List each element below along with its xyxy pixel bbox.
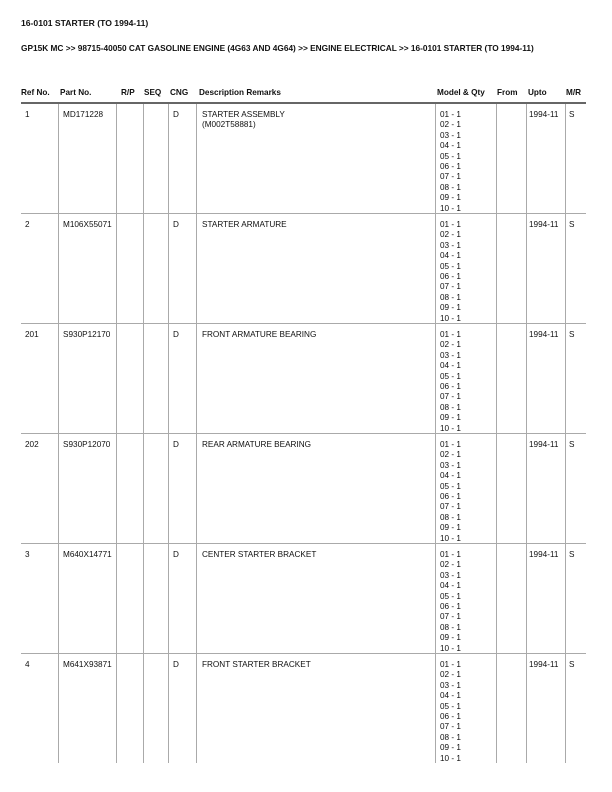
cell-cng: D: [173, 330, 179, 339]
model-qty-line: 03 - 1: [440, 460, 461, 470]
column-divider: [435, 214, 436, 323]
model-qty-line: 08 - 1: [440, 512, 461, 522]
cell-description: FRONT STARTER BRACKET: [202, 660, 311, 669]
model-qty-line: 08 - 1: [440, 292, 461, 302]
column-divider: [496, 104, 497, 213]
table-row: [21, 324, 586, 434]
cell-ref-no: 1: [25, 110, 30, 119]
header-cng: CNG: [170, 88, 189, 97]
cell-model-qty: [440, 330, 461, 434]
breadcrumb: GP15K MC >> 98715-40050 CAT GASOLINE ENGINE (4G63 AND 4G64) >> ENGINE ELECTRICAL >> 16-0101 STARTER (TO 1994-11): [21, 43, 534, 53]
cell-model-qty: [440, 110, 461, 214]
model-qty-line: 08 - 1: [440, 622, 461, 632]
model-qty-line: 03 - 1: [440, 350, 461, 360]
model-qty-line: 07 - 1: [440, 722, 461, 732]
cell-part-no: S930P12070: [63, 440, 111, 449]
model-qty-line: 09 - 1: [440, 633, 461, 643]
cell-mr: S: [569, 660, 575, 669]
header-rp: R/P: [121, 88, 135, 97]
column-divider: [496, 434, 497, 543]
cell-cng: D: [173, 660, 179, 669]
column-divider: [168, 214, 169, 323]
column-divider: [116, 654, 117, 763]
cell-mr: S: [569, 220, 575, 229]
table-row: [21, 654, 586, 763]
column-divider: [526, 544, 527, 653]
cell-description: FRONT ARMATURE BEARING: [202, 330, 317, 339]
model-qty-line: 09 - 1: [440, 303, 461, 313]
column-divider: [143, 324, 144, 433]
model-qty-line: 04 - 1: [440, 251, 461, 261]
model-qty-line: 06 - 1: [440, 492, 461, 502]
cell-ref-no: 202: [25, 440, 39, 449]
cell-part-no: MD171228: [63, 110, 104, 119]
column-divider: [565, 654, 566, 763]
column-divider: [435, 544, 436, 653]
column-divider: [196, 214, 197, 323]
column-divider: [143, 544, 144, 653]
model-qty-line: 05 - 1: [440, 371, 461, 381]
model-qty-line: 02 - 1: [440, 230, 461, 240]
cell-ref-no: 2: [25, 220, 30, 229]
column-divider: [196, 104, 197, 213]
model-qty-line: 06 - 1: [440, 712, 461, 722]
header-ref-no: Ref No.: [21, 88, 50, 97]
column-divider: [196, 324, 197, 433]
model-qty-line: 03 - 1: [440, 570, 461, 580]
model-qty-line: 02 - 1: [440, 450, 461, 460]
model-qty-line: 02 - 1: [440, 560, 461, 570]
model-qty-line: 06 - 1: [440, 382, 461, 392]
column-divider: [58, 214, 59, 323]
model-qty-line: 10 - 1: [440, 533, 461, 543]
model-qty-line: 04 - 1: [440, 361, 461, 371]
cell-ref-no: 3: [25, 550, 30, 559]
model-qty-line: 04 - 1: [440, 471, 461, 481]
header-part-no: Part No.: [60, 88, 92, 97]
column-divider: [196, 434, 197, 543]
cell-mr: S: [569, 110, 575, 119]
model-qty-line: 09 - 1: [440, 193, 461, 203]
cell-part-no: S930P12170: [63, 330, 111, 339]
model-qty-line: 07 - 1: [440, 172, 461, 182]
model-qty-line: 09 - 1: [440, 523, 461, 533]
model-qty-line: 10 - 1: [440, 313, 461, 323]
model-qty-line: 03 - 1: [440, 130, 461, 140]
model-qty-line: 02 - 1: [440, 670, 461, 680]
model-qty-line: 03 - 1: [440, 240, 461, 250]
cell-cng: D: [173, 220, 179, 229]
column-divider: [496, 324, 497, 433]
column-divider: [526, 434, 527, 543]
header-description: Description Remarks: [199, 88, 281, 97]
cell-cng: D: [173, 440, 179, 449]
model-qty-line: 01 - 1: [440, 330, 461, 339]
column-divider: [526, 654, 527, 763]
model-qty-line: 06 - 1: [440, 162, 461, 172]
model-qty-line: 06 - 1: [440, 272, 461, 282]
model-qty-line: 02 - 1: [440, 340, 461, 350]
column-divider: [58, 434, 59, 543]
column-divider: [168, 324, 169, 433]
header-mr: M/R: [566, 88, 582, 97]
cell-description: STARTER ASSEMBLY: [202, 110, 285, 119]
model-qty-line: 07 - 1: [440, 282, 461, 292]
cell-cng: D: [173, 550, 179, 559]
model-qty-line: 01 - 1: [440, 220, 461, 229]
column-divider: [143, 104, 144, 213]
cell-model-qty: [440, 660, 461, 764]
model-qty-line: 05 - 1: [440, 261, 461, 271]
model-qty-line: 01 - 1: [440, 110, 461, 119]
model-qty-line: 04 - 1: [440, 691, 461, 701]
model-qty-line: 08 - 1: [440, 402, 461, 412]
model-qty-line: 10 - 1: [440, 643, 461, 653]
model-qty-line: 08 - 1: [440, 182, 461, 192]
column-divider: [196, 654, 197, 763]
model-qty-line: 09 - 1: [440, 743, 461, 753]
column-divider: [196, 544, 197, 653]
column-divider: [496, 214, 497, 323]
model-qty-line: 01 - 1: [440, 440, 461, 449]
column-divider: [565, 214, 566, 323]
cell-ref-no: 201: [25, 330, 39, 339]
cell-part-no: M106X55071: [63, 220, 112, 229]
model-qty-line: 05 - 1: [440, 701, 461, 711]
cell-description: CENTER STARTER BRACKET: [202, 550, 317, 559]
model-qty-line: 09 - 1: [440, 413, 461, 423]
cell-part-no: M640X14771: [63, 550, 112, 559]
model-qty-line: 04 - 1: [440, 581, 461, 591]
model-qty-line: 02 - 1: [440, 120, 461, 130]
header-seq: SEQ: [144, 88, 162, 97]
cell-description: STARTER ARMATURE: [202, 220, 287, 229]
cell-model-qty: [440, 550, 461, 654]
column-divider: [168, 104, 169, 213]
column-divider: [565, 434, 566, 543]
column-divider: [496, 544, 497, 653]
column-divider: [143, 434, 144, 543]
column-divider: [143, 214, 144, 323]
column-divider: [116, 104, 117, 213]
cell-upto: 1994-11: [529, 440, 559, 449]
cell-mr: S: [569, 440, 575, 449]
model-qty-line: 01 - 1: [440, 660, 461, 669]
cell-mr: S: [569, 550, 575, 559]
header-from: From: [497, 88, 518, 97]
column-divider: [58, 324, 59, 433]
column-divider: [526, 214, 527, 323]
cell-upto: 1994-11: [529, 330, 559, 339]
column-divider: [168, 544, 169, 653]
column-divider: [435, 324, 436, 433]
column-divider: [526, 104, 527, 213]
cell-upto: 1994-11: [529, 220, 559, 229]
model-qty-line: 01 - 1: [440, 550, 461, 559]
table-row: [21, 544, 586, 654]
header-model-qty: Model & Qty: [437, 88, 485, 97]
column-divider: [58, 654, 59, 763]
column-divider: [116, 214, 117, 323]
column-divider: [143, 654, 144, 763]
column-divider: [168, 654, 169, 763]
model-qty-line: 08 - 1: [440, 732, 461, 742]
column-divider: [565, 104, 566, 213]
column-divider: [435, 434, 436, 543]
cell-upto: 1994-11: [529, 550, 559, 559]
table-row: [21, 104, 586, 214]
column-divider: [435, 654, 436, 763]
column-divider: [168, 434, 169, 543]
column-divider: [58, 544, 59, 653]
column-divider: [526, 324, 527, 433]
column-divider: [565, 324, 566, 433]
model-qty-line: 10 - 1: [440, 423, 461, 433]
column-divider: [435, 104, 436, 213]
column-divider: [116, 434, 117, 543]
model-qty-line: 05 - 1: [440, 591, 461, 601]
model-qty-line: 05 - 1: [440, 151, 461, 161]
model-qty-line: 05 - 1: [440, 481, 461, 491]
cell-description: REAR ARMATURE BEARING: [202, 440, 312, 449]
column-divider: [116, 324, 117, 433]
column-divider: [116, 544, 117, 653]
parts-table: [21, 104, 586, 763]
cell-upto: 1994-11: [529, 660, 559, 669]
model-qty-line: 07 - 1: [440, 502, 461, 512]
model-qty-line: 03 - 1: [440, 680, 461, 690]
cell-model-qty: [440, 440, 461, 544]
column-divider: [496, 654, 497, 763]
page-title: 16-0101 STARTER (TO 1994-11): [21, 18, 149, 28]
model-qty-line: 04 - 1: [440, 141, 461, 151]
column-divider: [58, 104, 59, 213]
table-header: [0, 88, 612, 100]
model-qty-line: 07 - 1: [440, 612, 461, 622]
column-divider: [565, 544, 566, 653]
table-row: [21, 434, 586, 544]
cell-ref-no: 4: [25, 660, 30, 669]
cell-remark: (M002T58881): [202, 120, 256, 130]
model-qty-line: 10 - 1: [440, 203, 461, 213]
model-qty-line: 06 - 1: [440, 602, 461, 612]
cell-cng: D: [173, 110, 179, 119]
cell-mr: S: [569, 330, 575, 339]
cell-upto: 1994-11: [529, 110, 559, 119]
model-qty-line: 07 - 1: [440, 392, 461, 402]
cell-model-qty: [440, 220, 461, 324]
table-row: [21, 214, 586, 324]
header-upto: Upto: [528, 88, 547, 97]
cell-part-no: M641X93871: [63, 660, 112, 669]
model-qty-line: 10 - 1: [440, 753, 461, 763]
